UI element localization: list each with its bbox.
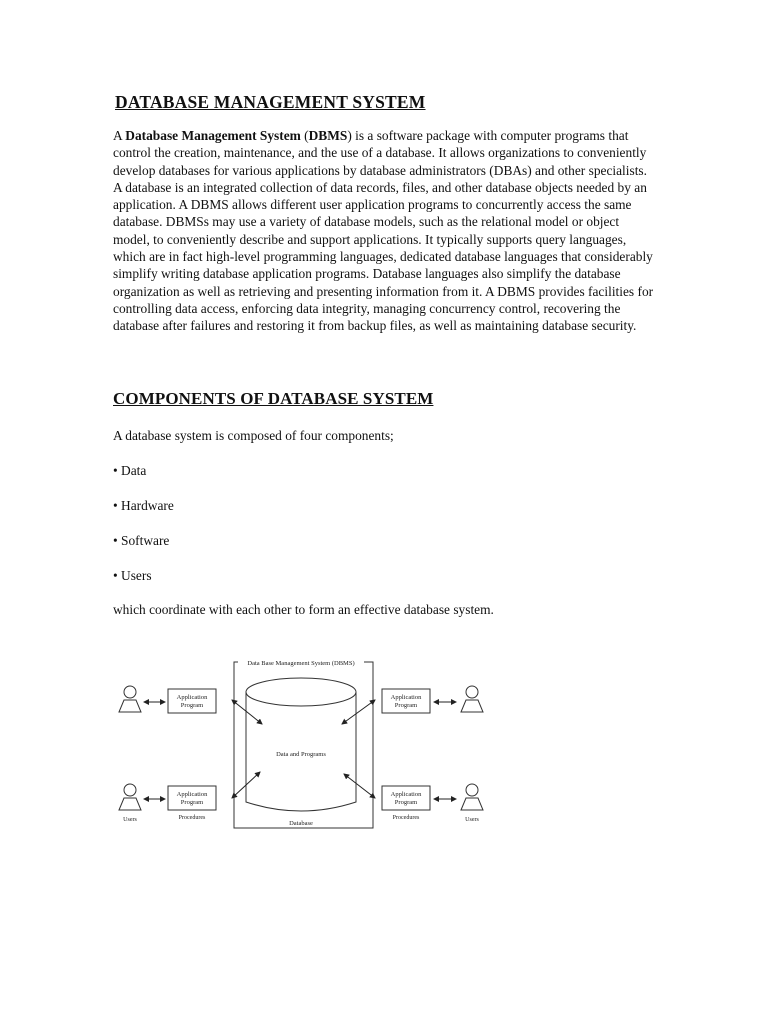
user-icon	[119, 686, 141, 712]
list-item: • Software	[113, 533, 170, 548]
dbms-definition-paragraph	[113, 127, 658, 335]
components-outro: which coordinate with each other to form an effective database system.	[113, 602, 494, 617]
page-title: DATABASE MANAGEMENT SYSTEM	[115, 92, 426, 112]
app-label-line2: Program	[394, 702, 418, 709]
para-text-a: A	[113, 128, 126, 143]
application-program-box	[168, 689, 216, 713]
user-icon	[461, 784, 483, 810]
dbms-diagram	[110, 652, 490, 832]
users-label: Users	[465, 817, 479, 823]
app-label-line2: Program	[180, 799, 204, 806]
list-item: • Hardware	[113, 498, 174, 513]
dbms-term: Database Management System	[125, 128, 301, 143]
app-label-line2: Program	[394, 799, 418, 806]
list-item: • Users	[113, 568, 152, 583]
para-text-b: (	[300, 128, 309, 143]
application-program-box	[382, 689, 430, 713]
users-label: Users	[123, 817, 137, 823]
app-label-line2: Program	[180, 702, 204, 709]
app-label-line1: Application	[176, 694, 208, 701]
database-label: Database	[289, 820, 313, 827]
database-cylinder-icon	[246, 678, 356, 811]
application-program-box	[382, 786, 430, 810]
app-label-line1: Application	[390, 694, 422, 701]
procedures-label: Procedures	[392, 815, 420, 821]
app-label-line1: Application	[176, 791, 208, 798]
components-heading: COMPONENTS OF DATABASE SYSTEM	[113, 389, 434, 408]
app-label-line1: Application	[390, 791, 422, 798]
data-and-programs-label: Data and Programs	[276, 751, 326, 758]
user-icon	[461, 686, 483, 712]
user-icon	[119, 784, 141, 810]
dbms-system-label: Data Base Management System (DBMS)	[247, 660, 355, 667]
dbms-abbr: DBMS	[308, 128, 348, 143]
list-item: • Data	[113, 463, 147, 478]
procedures-label: Procedures	[178, 815, 206, 821]
application-program-box	[168, 786, 216, 810]
components-intro: A database system is composed of four components;	[113, 428, 394, 443]
para-text-c: ) is a software package with computer programs that control the creation, maintenance, and the use of a database. It allows organizations to conveniently develop databases for various applications by database administrators (DBAs) and other specialists. A database is an integrated collection of data records, files, and other database objects needed by an application. A DBMS allows different user application programs to concurrently access the same database. DBMSs may use a variety of database models, such as the relational model or object model, to conveniently describe and support applications. It typically supports query languages, which are in fact high-level programming languages, dedicated database languages that considerably simplify writing database application programs. Database languages also simplify the database organization as well as retrieving and presenting information from it. A DBMS provides facilities for controlling data access, enforcing data integrity, managing concurrency control, recovering the database after failures and restoring it from backup files, as well as maintaining database security.	[113, 128, 654, 334]
